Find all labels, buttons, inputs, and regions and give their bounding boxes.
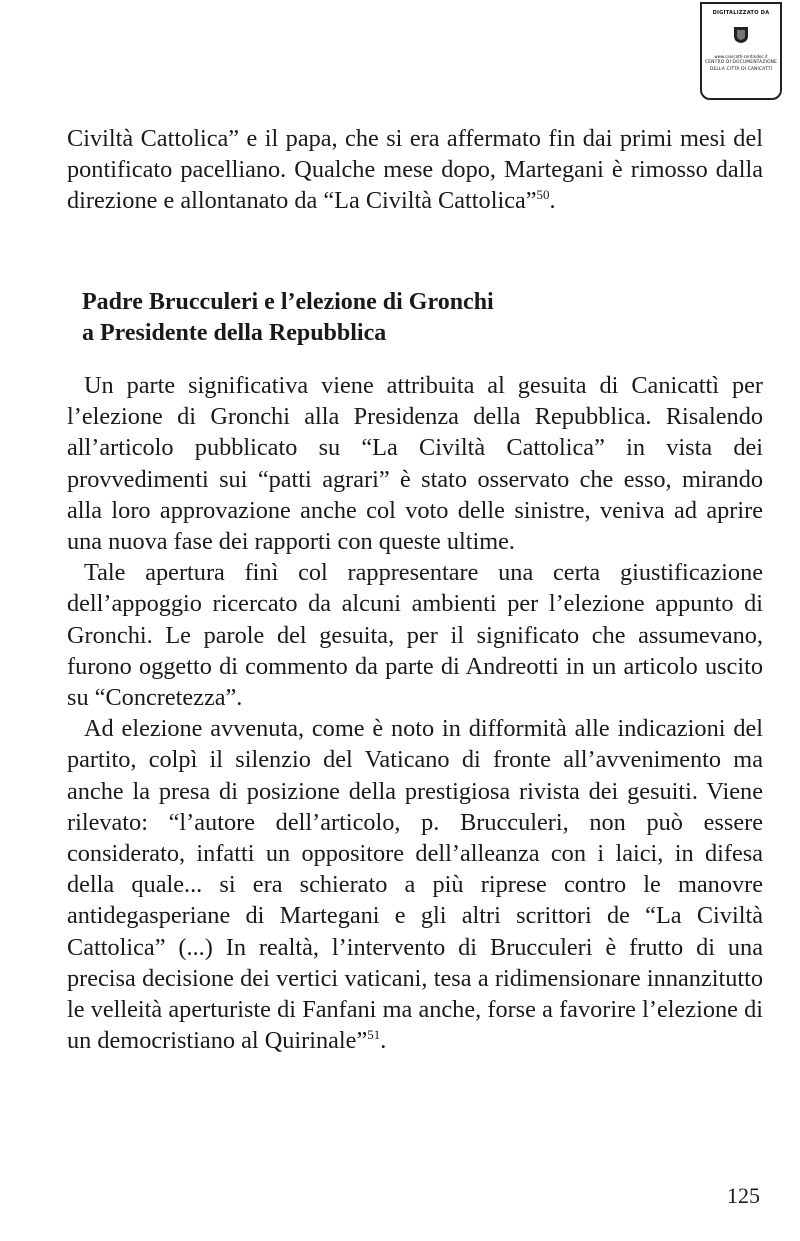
paragraph-text: Ad elezione avvenuta, come è noto in difformità alle indicazioni del partito, colpì il silenzio del Vaticano di fronte all’avvenimento ma anche la presa di posizione della prestigiosa rivista dei gesuiti. Viene rilevato: “l’autore dell’articolo, p. Brucculeri, non può essere considerato, infatti un oppositore dell’alleanza con i laici, in difesa della quale... si era schierato a più riprese contro le manovre antidegasperiane di Martegani e gli altri scrittori de “La Civiltà Cattolica” (...) In realtà, l’intervento di Brucculeri è frutto di una precisa decisione dei vertici vaticani, tesa a ridimensionare innanzitutto le velleità aperturiste di Fanfani ma anche, forse a favorire l’elezione di un democristiano al Quirinale”	[67, 715, 763, 1055]
footnote-ref-50: 50	[536, 187, 550, 203]
paragraph: Un parte significativa viene attribuita al gesuita di Canicattì per l’elezione di Gronchi alla Presidenza della Repubblica. Risalendo all’articolo pubblicato su “La Civiltà Cattolica” in vista dei provvedimenti sui “patti agrari” è stato osservato che esso, mirando alla loro approvazione anche col voto delle sinistre, veniva ad aprire una nuova fase dei rapporti con queste ultime.	[67, 372, 763, 556]
paragraph: Tale apertura finì col rappresentare una certa giustificazione dell’appoggio ricercato da alcuni ambienti per l’elezione appunto di Gronchi. Le parole del gesuita, per il significato che assumevano, furono oggetto di commento da parte di Andreotti in un articolo uscito su “Concretezza”.	[67, 559, 763, 712]
lead-text: Civiltà Cattolica” e il papa, che si era affermato fin dai primi mesi del pontificato pacelliano. Qualche mese dopo, Martegani è rimosso dalla direzione e allontanato da “La Civiltà Cattolica”	[67, 125, 763, 215]
section-heading	[82, 287, 722, 349]
page-number: 125	[727, 1183, 760, 1208]
digitization-stamp	[700, 2, 782, 100]
coat-of-arms-icon	[732, 26, 750, 44]
lead-paragraph	[67, 123, 763, 217]
section-heading-line2: a Presidente della Repubblica	[82, 320, 387, 346]
stamp-website: www.canicatti-centrodoc.it	[714, 54, 768, 59]
stamp-org-line1: CENTRO DI DOCUMENTAZIONE	[705, 60, 777, 65]
lead-end: .	[549, 187, 556, 215]
section-heading-line1: Padre Brucculeri e l’elezione di Gronchi	[82, 289, 494, 315]
stamp-org-line2: DELLA CITTÀ DI CANICATTÌ	[709, 67, 773, 72]
body-text	[67, 370, 763, 1056]
paragraph	[67, 713, 763, 1056]
stamp-title: DIGITALIZZATO DA	[712, 10, 770, 16]
footnote-ref-51: 51	[367, 1027, 381, 1043]
paragraph-end: .	[380, 1027, 387, 1055]
